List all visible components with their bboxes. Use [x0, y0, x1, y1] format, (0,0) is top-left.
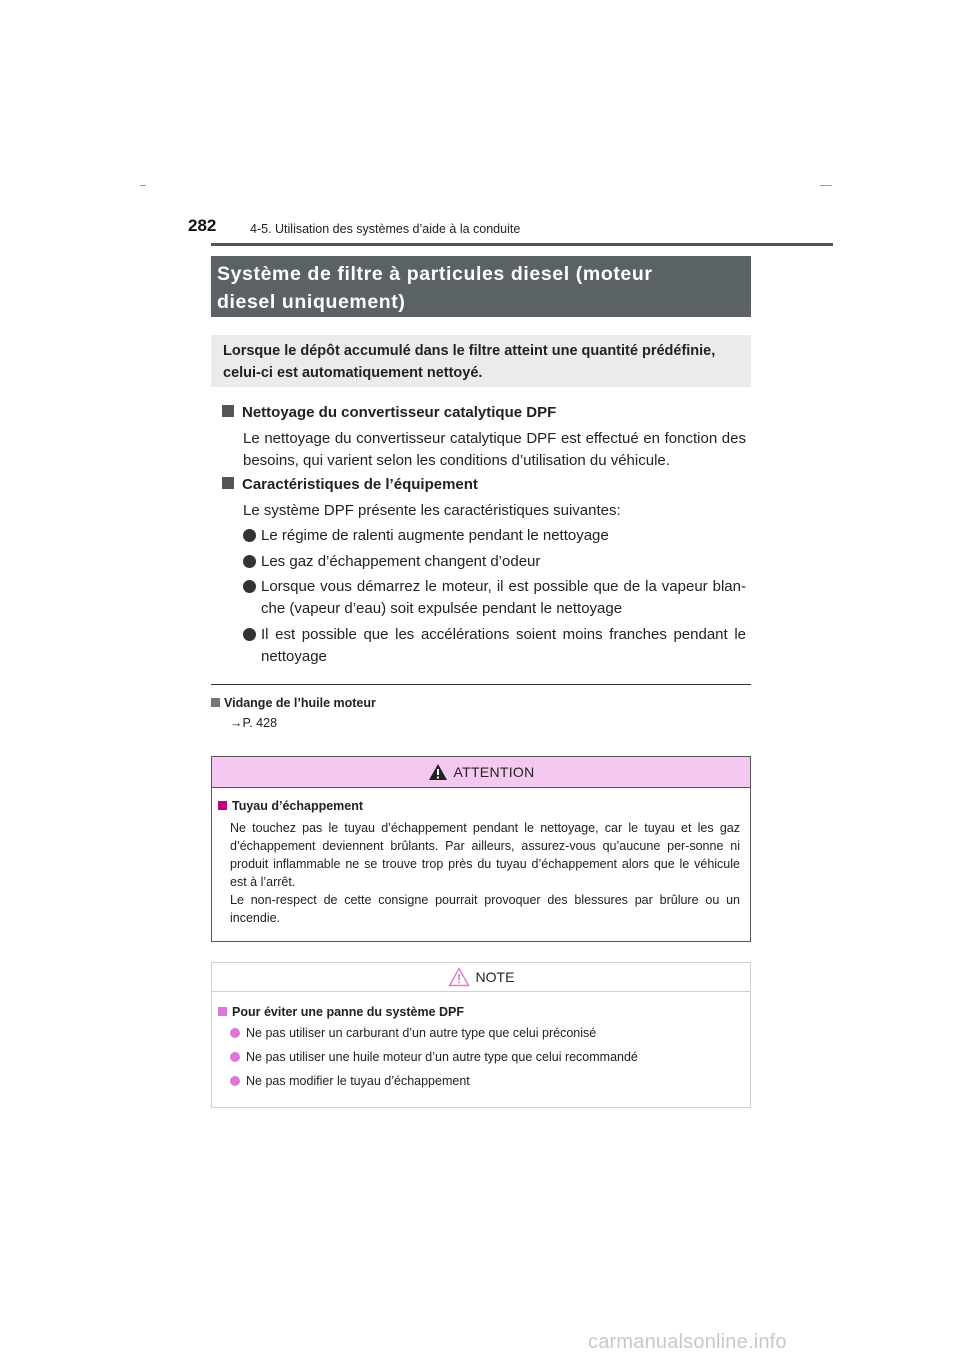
summary-line-1: Lorsque le dépôt accumulé dans le filtre atteint une quantité prédéfinie,: [223, 343, 716, 359]
section-paragraph: Le système DPF présente les caractéristiques suivantes:: [243, 502, 621, 519]
list-item: [230, 1074, 740, 1088]
section-heading-text: Nettoyage du convertisseur catalytique DPF: [242, 404, 557, 421]
list-item: [243, 624, 746, 668]
list-item: [243, 551, 746, 573]
list-item-text: Ne pas utiliser une huile moteur d’un autre type que celui recommandé: [246, 1050, 638, 1064]
caution-outline-icon: [448, 967, 470, 987]
summary-box: [211, 335, 751, 387]
watermark: carmanualsonline.info: [588, 1331, 787, 1353]
section-heading-text: Caractéristiques de l’équipement: [242, 476, 478, 493]
bullet-icon: [243, 580, 256, 593]
section-heading: [222, 402, 746, 424]
attention-paragraph: Le non-respect de cette consigne pourrait provoquer des blessures par brûlure ou un incendie.: [230, 893, 740, 925]
list-item-text: Ne pas modifier le tuyau d’échappement: [246, 1074, 470, 1088]
note-box: [211, 962, 751, 1108]
oil-change-heading-text: Vidange de l’huile moteur: [224, 696, 376, 710]
section-heading: [222, 474, 746, 496]
note-header: [212, 963, 750, 992]
section-title-line-2: diesel uniquement): [217, 291, 406, 313]
note-subheading: [218, 1005, 464, 1019]
header-rule: [211, 243, 833, 246]
list-item: [230, 1026, 740, 1040]
square-bullet-icon: [218, 801, 227, 810]
list-item-text: Les gaz d’échappement changent d’odeur: [261, 553, 541, 570]
separator-rule: [211, 684, 751, 685]
bullet-icon: [230, 1028, 240, 1038]
summary-line-2: celui-ci est automatiquement nettoyé.: [223, 365, 483, 381]
square-bullet-icon: [222, 477, 234, 489]
list-item-text: Le régime de ralenti augmente pendant le nettoyage: [261, 527, 609, 544]
section-cleaning: [222, 402, 746, 472]
attention-header: [212, 757, 750, 788]
oil-change-heading: [211, 696, 376, 710]
bullet-icon: [243, 555, 256, 568]
list-item-text: Lorsque vous démarrez le moteur, il est possible que de la vapeur blan-che (vapeur d’eau) soit expulsée pendant le nettoyage: [261, 578, 746, 617]
note-subheading-text: Pour éviter une panne du système DPF: [232, 1005, 465, 1019]
attention-subheading: [218, 799, 363, 813]
crop-mark-right: [820, 185, 832, 186]
bullet-icon: [243, 529, 256, 542]
square-bullet-icon: [211, 698, 220, 707]
page-number: 282: [188, 216, 217, 235]
list-item-text: Ne pas utiliser un carburant d’un autre type que celui préconisé: [246, 1026, 597, 1040]
page-reference-link[interactable]: →P. 428: [230, 716, 278, 730]
attention-label: ATTENTION: [453, 764, 535, 780]
list-item-text: Il est possible que les accélérations soient moins franches pendant le nettoyage: [261, 626, 746, 665]
list-item: [243, 576, 746, 620]
square-bullet-icon: [222, 405, 234, 417]
section-title-line-1: Système de filtre à particules diesel (moteur: [217, 263, 653, 285]
section-paragraph: Le nettoyage du convertisseur catalytique DPF est effectué en fonction des besoins, qui varient selon les conditions d’utilisation du véhicule.: [243, 430, 746, 469]
warning-triangle-icon: [428, 763, 448, 781]
crop-mark-left: [140, 185, 146, 186]
note-label: NOTE: [475, 969, 515, 985]
attention-subheading-text: Tuyau d’échappement: [232, 799, 364, 813]
bullet-icon: [243, 628, 256, 641]
attention-box: [211, 756, 751, 942]
attention-paragraph: Ne touchez pas le tuyau d’échappement pendant le nettoyage, car le tuyau et les gaz d’échappement deviennent brûlants. Par ailleurs, assurez-vous qu’aucune per-sonne ni produit inflammable ne se trouve trop près du tuyau d’échappement alors que le véhicule est à l’arrêt.: [230, 821, 740, 889]
section-features: [222, 474, 746, 522]
square-bullet-icon: [218, 1007, 227, 1016]
bullet-icon: [230, 1052, 240, 1062]
bullet-icon: [230, 1076, 240, 1086]
list-item: [230, 1050, 740, 1064]
chapter-header: 4-5. Utilisation des systèmes d’aide à la conduite: [250, 222, 521, 236]
list-item: [243, 525, 746, 547]
section-title: [211, 256, 751, 317]
